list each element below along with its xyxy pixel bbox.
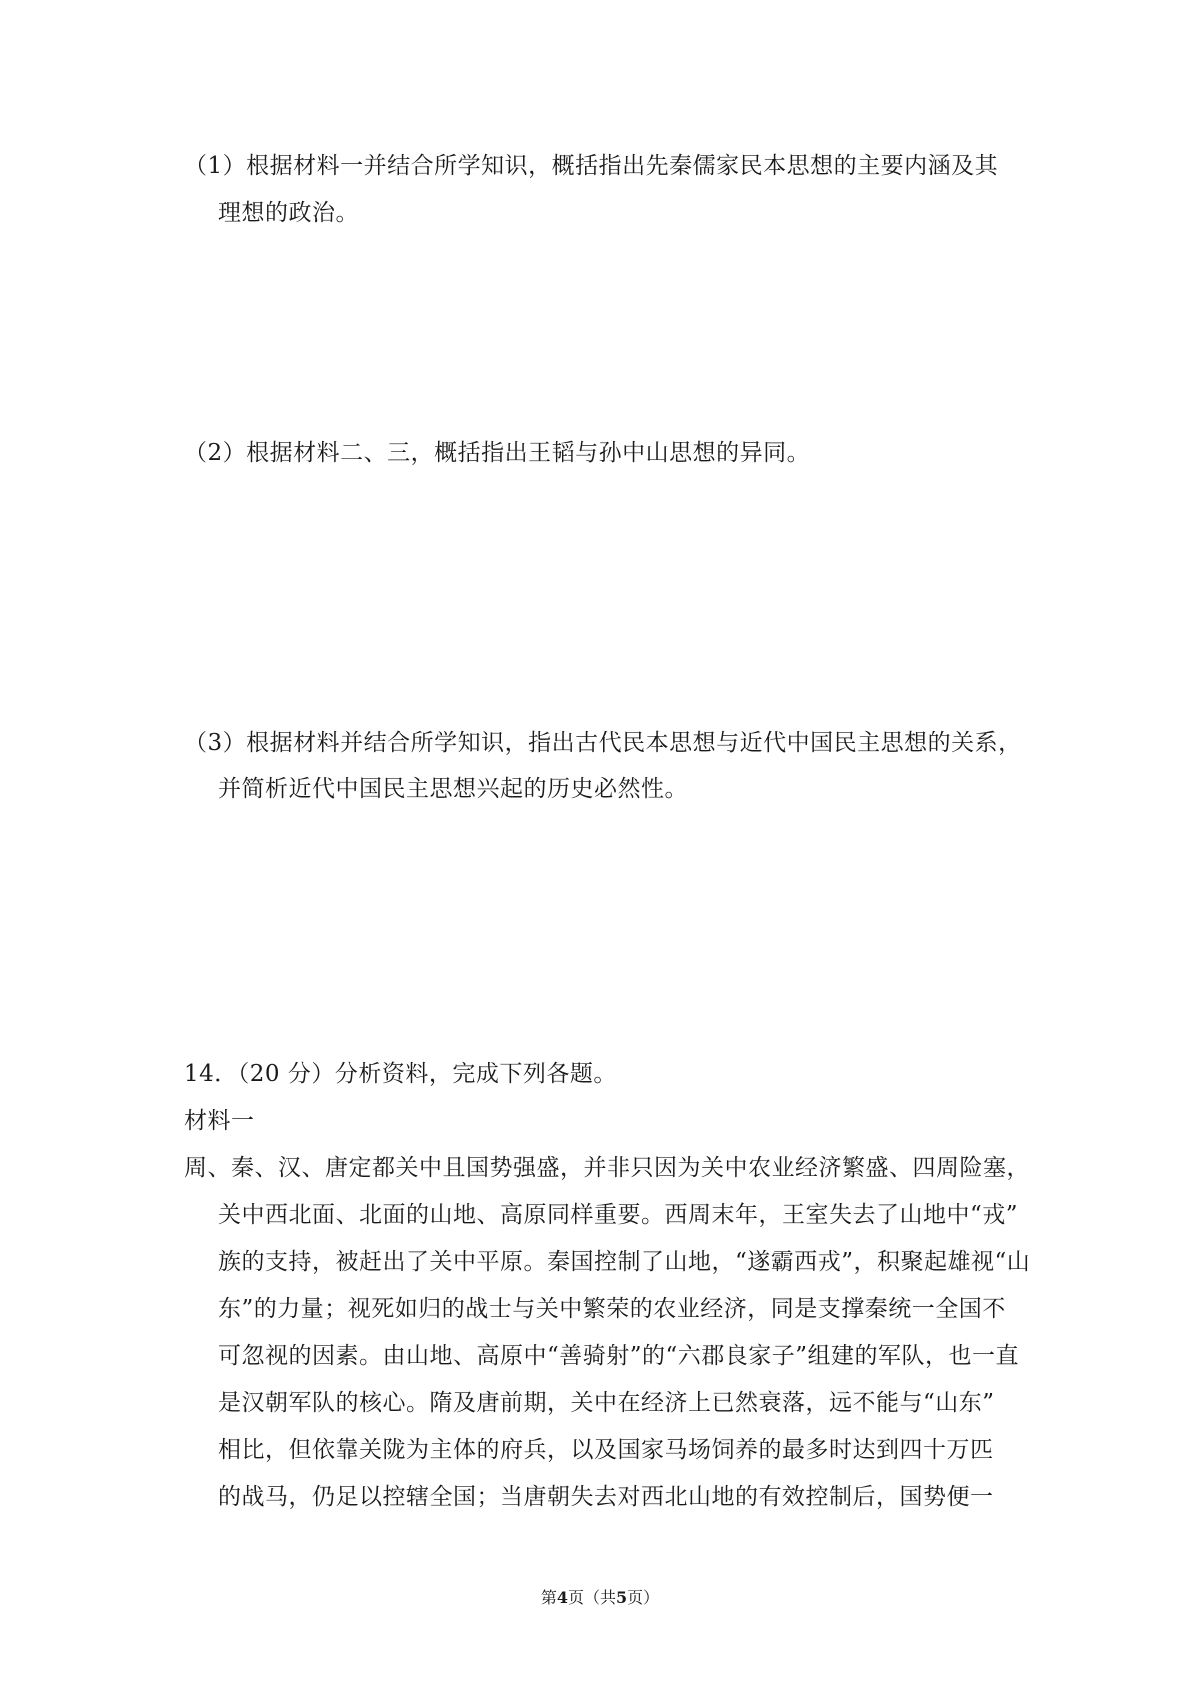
footer-total-pages: 5	[616, 1588, 628, 1607]
question-14-heading: 14．（20 分）分析资料，完成下列各题。	[184, 1061, 617, 1087]
footer-middle: 页（共	[567, 1588, 616, 1607]
material-paragraph-line: 的战马，仍足以控辖全国；当唐朝失去对西北山地的有效控制后，国势便一	[218, 1484, 994, 1510]
material-paragraph-line: 关中西北面、北面的山地、高原同样重要。西周末年，王室失去了山地中“戎”	[218, 1202, 1019, 1228]
material-paragraph-line: 东”的力量；视死如归的战士与关中繁荣的农业经济，同是支撑秦统一全国不	[218, 1296, 1006, 1322]
question-1-line-1: （1）根据材料一并结合所学知识，概括指出先秦儒家民本思想的主要内涵及其	[184, 153, 999, 179]
question-3-line-1: （3）根据材料并结合所学知识，指出古代民本思想与近代中国民主思想的关系，	[184, 730, 1022, 756]
page-footer	[0, 1587, 1200, 1609]
footer-prefix: 第	[540, 1588, 557, 1607]
material-label: 材料一	[184, 1108, 255, 1134]
question-3-line-2: 并简析近代中国民主思想兴起的历史必然性。	[218, 776, 688, 802]
material-paragraph-line: 族的支持，被赶出了关中平原。秦国控制了山地，“遂霸西戎”，积聚起雄视“山	[218, 1249, 1031, 1275]
footer-suffix: 页）	[627, 1588, 660, 1607]
material-paragraph-line: 是汉朝军队的核心。隋及唐前期，关中在经济上已然衰落，远不能与“山东”	[218, 1390, 995, 1416]
material-paragraph-line: 相比，但依靠关陇为主体的府兵，以及国家马场饲养的最多时达到四十万匹	[218, 1437, 994, 1463]
footer-page-number: 4	[556, 1588, 568, 1607]
question-2-line-1: （2）根据材料二、三，概括指出王韬与孙中山思想的异同。	[184, 440, 811, 466]
material-paragraph-line: 周、秦、汉、唐定都关中且国势强盛，并非只因为关中农业经济繁盛、四周险塞，	[184, 1155, 1030, 1181]
material-paragraph-line: 可忽视的因素。由山地、高原中“善骑射”的“六郡良家子”组建的军队，也一直	[218, 1343, 1020, 1369]
question-1-line-2: 理想的政治。	[218, 200, 359, 226]
